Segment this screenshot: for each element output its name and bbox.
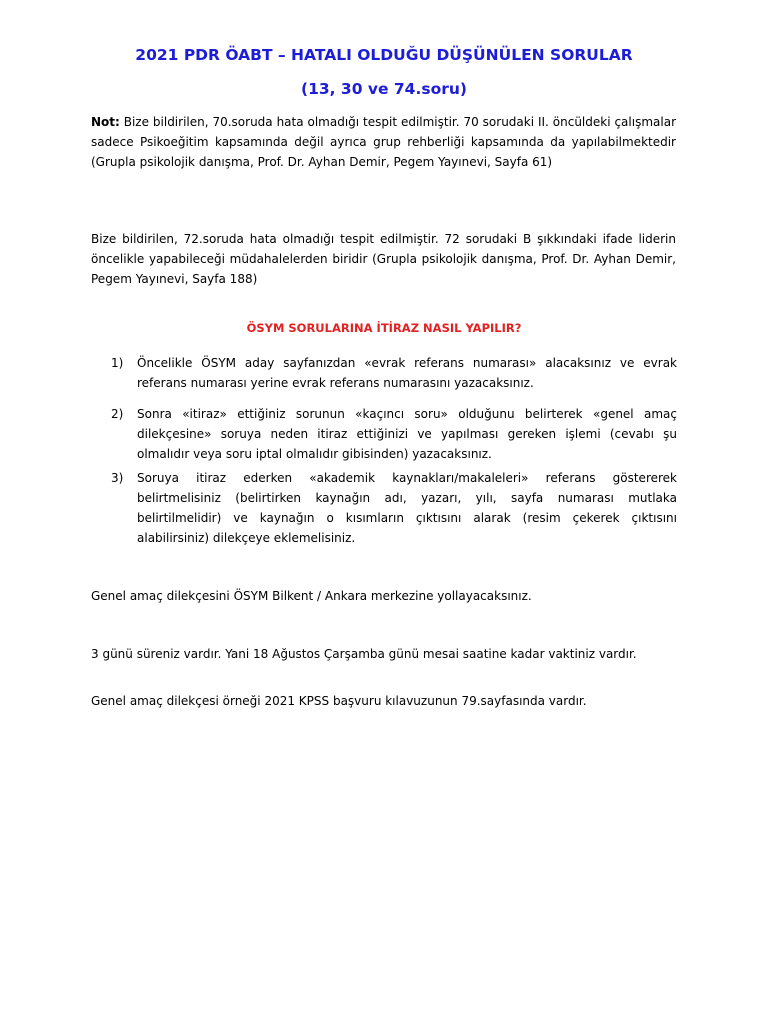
document-subtitle: (13, 30 ve 74.soru) — [300, 80, 467, 98]
list-item-number: 3) — [111, 471, 124, 485]
list-item — [111, 353, 677, 393]
list-item — [111, 404, 677, 464]
note-label: Not: — [91, 115, 120, 129]
send-instruction: Genel amaç dilekçesini ÖSYM Bilkent / Ankara merkezine yollayacaksınız. — [91, 589, 532, 603]
note-text: Bize bildirilen, 70.soruda hata olmadığı tespit edilmiştir. 70 sorudaki II. öncüldeki çalışmalar sadece Psikoeğitim kapsamında değil ayrıca grup rehberliği kapsamında da yapılabilmektedir (Grupla psikolojik danışma, Prof. Dr. Ayhan Demir, Pegem Yayınevi, Sayfa 61) — [91, 115, 676, 169]
note-paragraph — [91, 112, 676, 172]
question-72-paragraph: Bize bildirilen, 72.soruda hata olmadığı tespit edilmiştir. 72 sorudaki B şıkkındaki ifade liderin öncelikle yapabileceği müdahalelerden biridir (Grupla psikolojik danışma, Prof. Dr. Ayhan Demir, Pegem Yayınevi, Sayfa 188) — [91, 232, 676, 286]
list-item — [111, 468, 677, 548]
sample-reference: Genel amaç dilekçesi örneği 2021 KPSS başvuru kılavuzunun 79.sayfasında vardır. — [91, 694, 587, 708]
list-item-number: 1) — [111, 356, 124, 370]
list-item-text: Öncelikle ÖSYM aday sayfanızdan «evrak referans numarası» alacaksınız ve evrak referans numarası yerine evrak referans numarasını yazacaksınız. — [137, 356, 677, 390]
list-item-text: Soruya itiraz ederken «akademik kaynakları/makaleleri» referans göstererek belirtmelisiniz (belirtirken kaynağın adı, yazarı, yılı, sayfa numarası mutlaka belirtilmelidir) ve kaynağın o kısımların çıktısını alarak (resim çekerek çıktısını alabilirsiniz) dilekçeye eklemelisiniz. — [137, 471, 677, 545]
deadline-notice: 3 günü süreniz vardır. Yani 18 Ağustos Çarşamba günü mesai saatine kadar vaktiniz vardır. — [91, 647, 637, 661]
list-item-number: 2) — [111, 407, 124, 421]
appeal-heading: ÖSYM SORULARINA İTİRAZ NASIL YAPILIR? — [246, 321, 522, 335]
document-title: 2021 PDR ÖABT – HATALI OLDUĞU DÜŞÜNÜLEN SORULAR — [135, 46, 633, 64]
list-item-text: Sonra «itiraz» ettiğiniz sorunun «kaçıncı soru» olduğunu belirterek «genel amaç dilekçesine» soruya neden itiraz ettiğinizi ve yapılması gereken işlemi (cevabı şu olmalıdır veya soru iptal olmalıdır gibisinden) yazacaksınız. — [137, 407, 677, 461]
